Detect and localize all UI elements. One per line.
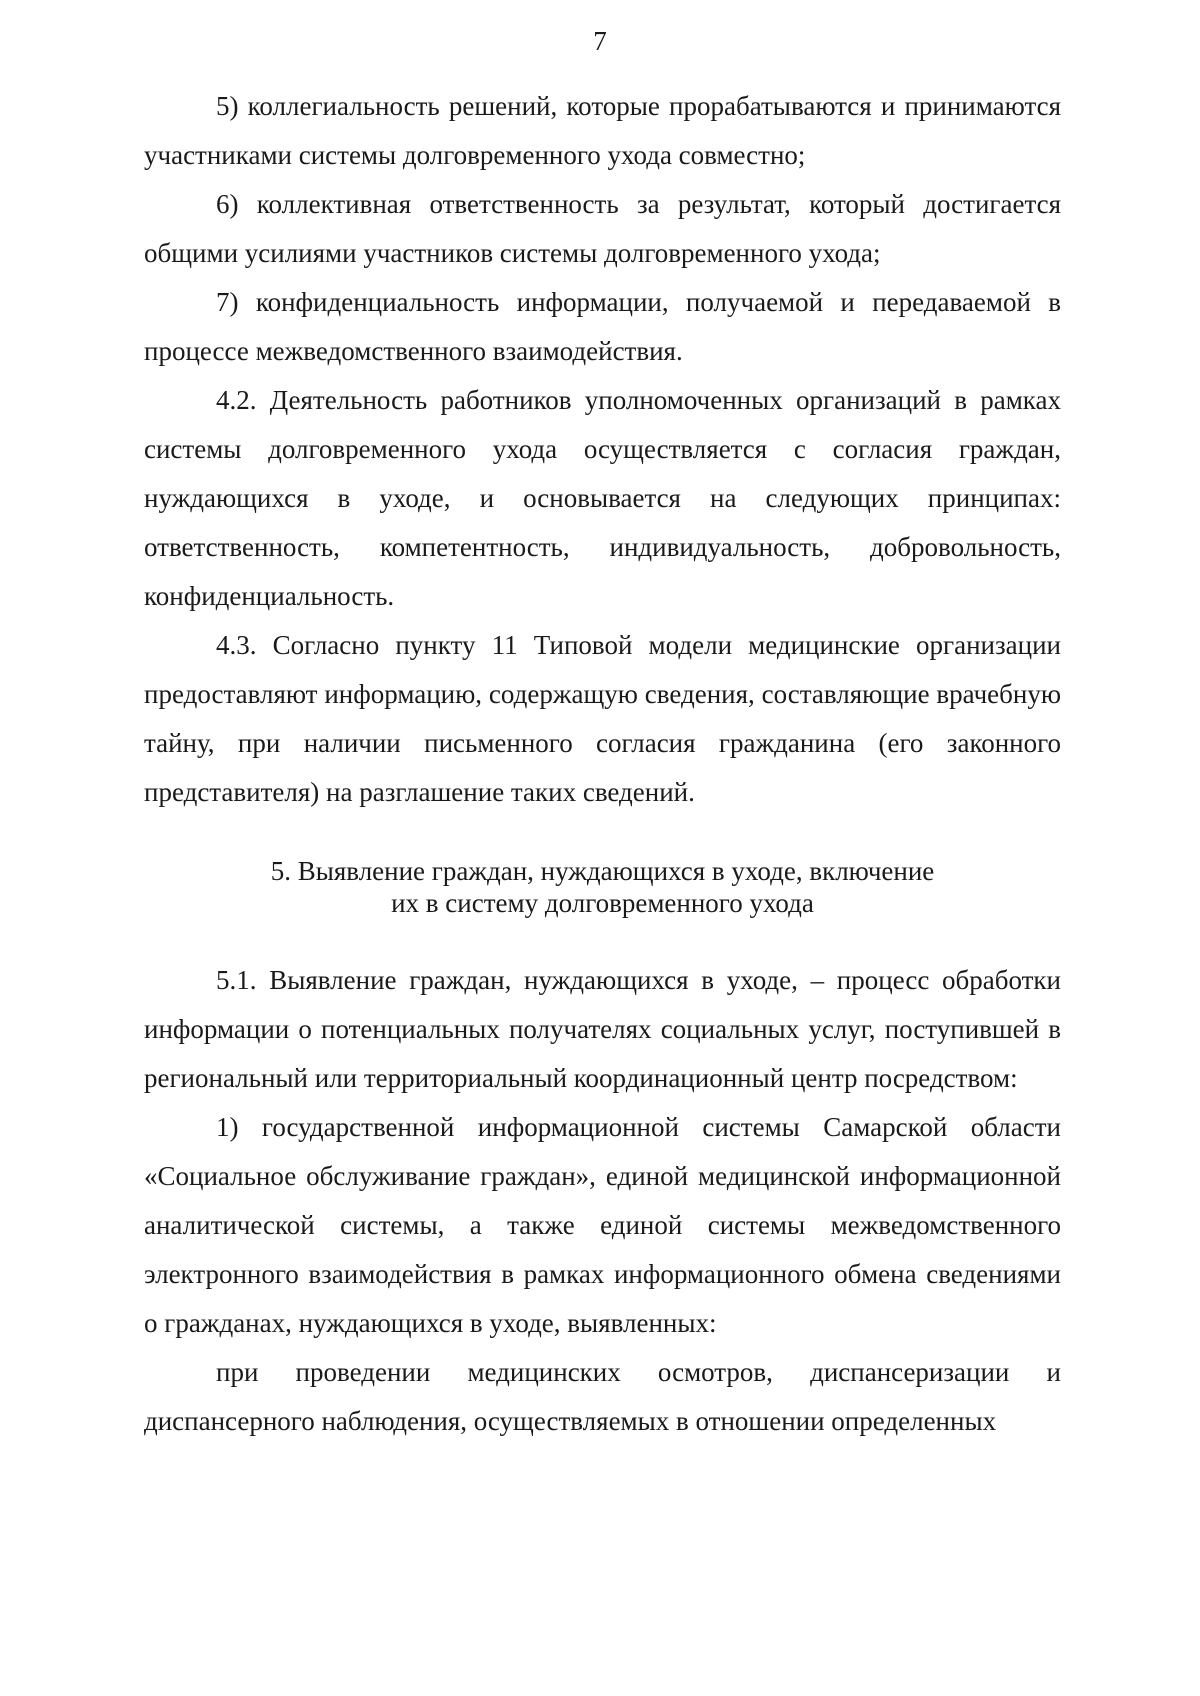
page-number: 7 xyxy=(593,26,607,56)
section-heading-line-1: 5. Выявление граждан, нуждающихся в уходе, включение xyxy=(270,856,935,886)
paragraph-principle-6: 6) коллективная ответственность за результат, который достигается общими усилиями участников системы долговременного ухода; xyxy=(144,189,1061,268)
paragraph-5-1: 5.1. Выявление граждан, нуждающихся в уходе, – процесс обработки информации о потенциальных получателях социальных услуг, поступившей в региональный или территориальный координационный центр посредством: xyxy=(144,965,1061,1093)
paragraph-4-3: 4.3. Согласно пункту 11 Типовой модели медицинские организации предоставляют информацию, содержащую сведения, составляющие врачебную тайну, при наличии письменного согласия гражданина (его законного представителя) на разглашение таких сведений. xyxy=(144,630,1061,807)
paragraph-4-2: 4.2. Деятельность работников уполномоченных организаций в рамках системы долговременного ухода осуществляется с согласия граждан, нуждающихся в уходе, и основывается на следующих принципах: ответственность, компетентность, индивидуальность, добровольность, конфиденциальность. xyxy=(144,385,1061,611)
section-heading-line-2: их в систему долговременного ухода xyxy=(391,888,814,918)
document-body xyxy=(144,82,1061,1446)
section-heading xyxy=(144,855,1061,919)
paragraph-principle-7: 7) конфиденциальность информации, получаемой и передаваемой в процессе межведомственного взаимодействия. xyxy=(144,287,1061,366)
paragraph-principle-5: 5) коллегиальность решений, которые прорабатываются и принимаются участниками системы долговременного ухода совместно; xyxy=(144,91,1061,170)
paragraph-item-1-sub: при проведении медицинских осмотров, диспансеризации и диспансерного наблюдения, осуществляемых в отношении определенных xyxy=(144,1357,1061,1436)
paragraph-item-1: 1) государственной информационной системы Самарской области «Социальное обслуживание граждан», единой медицинской информационной аналитической системы, а также единой системы межведомственного электронного взаимодействия в рамках информационного обмена сведениями о гражданах, нуждающихся в уходе, выявленных: xyxy=(144,1112,1061,1338)
